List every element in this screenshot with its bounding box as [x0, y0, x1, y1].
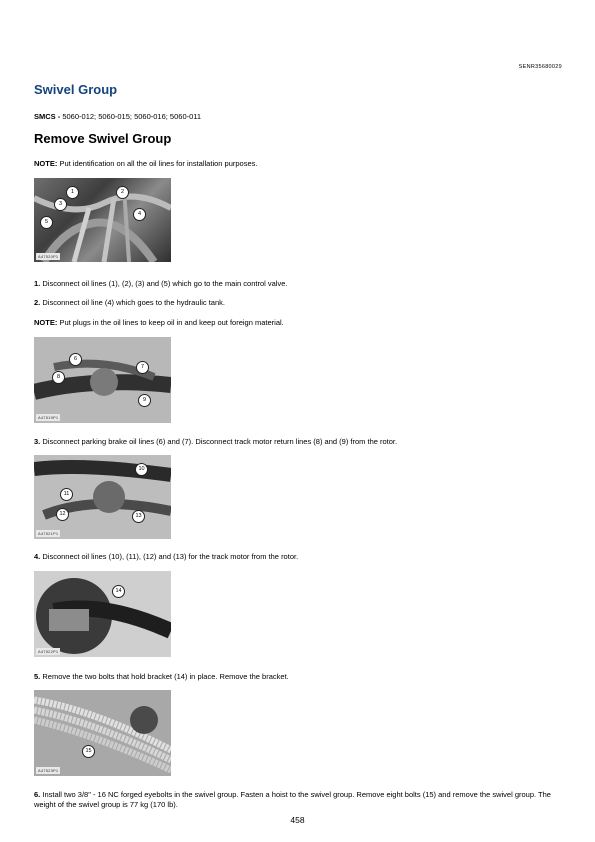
callout-15: 15: [82, 745, 95, 758]
step-number: 4.: [34, 552, 41, 561]
step-2: [34, 298, 564, 308]
photo-illustration: [34, 690, 171, 776]
figure-parking-brake-lines: [34, 337, 171, 423]
callout-12: 12: [56, 508, 69, 521]
step-text: Disconnect oil line (4) which goes to the hydraulic tank.: [42, 298, 225, 307]
callout-8: 8: [52, 371, 65, 384]
step-number: 5.: [34, 672, 41, 681]
callout-4: 4: [133, 208, 146, 221]
callout-10: 10: [135, 463, 148, 476]
step-6: [34, 790, 564, 810]
callout-3: 3: [54, 198, 67, 211]
step-4: [34, 552, 564, 562]
note-plugs: [34, 318, 564, 328]
step-5: [34, 672, 564, 682]
callout-9: 9: [138, 394, 151, 407]
step-text: Disconnect oil lines (1), (2), (3) and (5) which go to the main control valve.: [42, 279, 288, 288]
step-number: 1.: [34, 279, 41, 288]
callout-5: 5: [40, 216, 53, 229]
figure-swivel-bolts: [34, 690, 171, 776]
step-text: Disconnect oil lines (10), (11), (12) and (13) for the track motor from the rotor.: [42, 552, 299, 561]
smcs-label: SMCS -: [34, 112, 61, 121]
figure-tag: A47521P1: [38, 531, 59, 536]
photo-illustration: [34, 571, 171, 657]
figure-oil-lines-control-valve: [34, 178, 171, 262]
step-number: 2.: [34, 298, 41, 307]
note-text: Put identification on all the oil lines for installation purposes.: [59, 159, 258, 168]
figure-tag: A47519P1: [38, 415, 59, 420]
step-3: [34, 437, 564, 447]
step-text: Remove the two bolts that hold bracket (14) in place. Remove the bracket.: [42, 672, 289, 681]
note-label: NOTE:: [34, 318, 58, 327]
step-1: [34, 279, 564, 289]
callout-13: 13: [132, 510, 145, 523]
callout-2: 2: [116, 186, 129, 199]
procedure-heading: Remove Swivel Group: [34, 131, 172, 146]
page-number: 458: [290, 815, 305, 825]
step-number: 3.: [34, 437, 41, 446]
photo-illustration: [34, 178, 171, 262]
note-identification: [34, 159, 564, 169]
figure-bracket: [34, 571, 171, 657]
note-text: Put plugs in the oil lines to keep oil in and keep out foreign material.: [59, 318, 284, 327]
step-text: Disconnect parking brake oil lines (6) and (7). Disconnect track motor return lines (8) and (9) from the rotor.: [42, 437, 398, 446]
document-id: SENR35680029: [518, 64, 562, 70]
callout-11: 11: [60, 488, 73, 501]
step-text: Install two 3/8" - 16 NC forged eyebolts in the swivel group. Fasten a hoist to the swivel group. Remove eight bolts (15) and remove the swivel group. The weight of the swivel group is 77 kg (170 lb).: [34, 790, 551, 809]
callout-14: 14: [112, 585, 125, 598]
figure-tag: A47522P1: [38, 649, 59, 654]
photo-illustration: [34, 455, 171, 539]
callout-1: 1: [66, 186, 79, 199]
note-label: NOTE:: [34, 159, 58, 168]
callout-7: 7: [136, 361, 149, 374]
figure-track-motor-lines: [34, 455, 171, 539]
step-number: 6.: [34, 790, 41, 799]
callout-6: 6: [69, 353, 82, 366]
section-title: Swivel Group: [34, 82, 118, 97]
figure-tag: A47523P1: [38, 768, 59, 773]
smcs-codes: [34, 112, 201, 121]
smcs-value: 5060-012; 5060-015; 5060-016; 5060-011: [62, 112, 202, 121]
figure-tag: A47520P1: [38, 254, 59, 259]
